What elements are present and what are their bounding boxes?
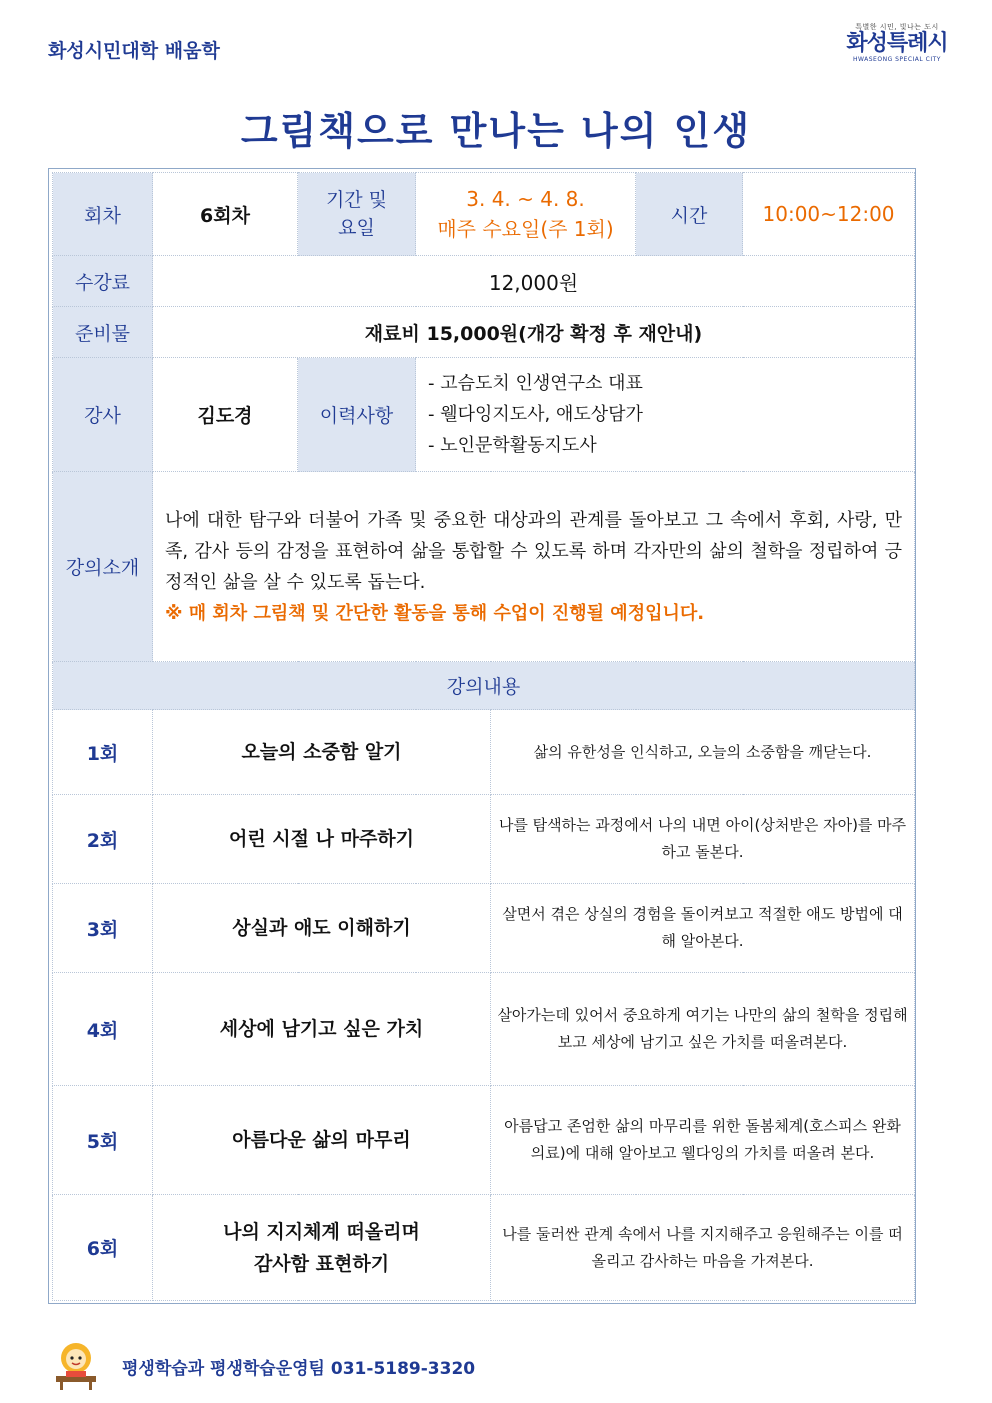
- lesson-number: 5회: [53, 1086, 153, 1195]
- time-label: 시간: [636, 173, 743, 256]
- supplies-value: 재료비 15,000원(개강 확정 후 재안내): [153, 307, 915, 358]
- lesson-description: 아름답고 존엄한 삶의 마무리를 위한 돌봄체계(호스피스 완화의료)에 대해 알아보고 웰다잉의 가치를 떠올려 본다.: [491, 1086, 915, 1195]
- logo-slogan: 특별한 시민, 빛나는 도시: [855, 23, 939, 31]
- period-label-text: 기간 및 요일: [325, 189, 388, 239]
- lesson-description: 살면서 겪은 상실의 경험을 돌이켜보고 적절한 애도 방법에 대해 알아본다.: [491, 884, 915, 973]
- page-title: 그림책으로 만나는 나의 인생: [240, 109, 752, 153]
- lesson-number: 1회: [53, 710, 153, 795]
- career-item: - 노인문학활동지도사: [428, 435, 597, 456]
- lesson-number: 2회: [53, 795, 153, 884]
- lesson-row: [53, 1086, 915, 1195]
- intro-label: 강의소개: [53, 472, 153, 662]
- lesson-row: [53, 1195, 915, 1301]
- lesson-description: 삶의 유한성을 인식하고, 오늘의 소중함을 깨닫는다.: [491, 710, 915, 795]
- lesson-title: 오늘의 소중함 알기: [153, 710, 491, 795]
- lesson-number: 6회: [53, 1195, 153, 1301]
- lesson-row: [53, 710, 915, 795]
- instructor-label: 강사: [53, 358, 153, 472]
- lesson-title: 상실과 애도 이해하기: [153, 884, 491, 973]
- lesson-title: 아름다운 삶의 마무리: [153, 1086, 491, 1195]
- fee-row: [53, 256, 915, 307]
- lesson-description: 나를 둘러싼 관계 속에서 나를 지지해주고 응원해주는 이를 떠올리고 감사하는 마음을 가져본다.: [491, 1195, 915, 1301]
- course-table: [48, 168, 916, 1304]
- period-dates: 3. 4. ~ 4. 8.: [466, 187, 585, 211]
- period-value: [416, 173, 636, 256]
- content-heading: 강의내용: [53, 662, 915, 710]
- instructor-row: [53, 358, 915, 472]
- lesson-number: 3회: [53, 884, 153, 973]
- footer: [52, 1338, 552, 1390]
- content-heading-row: [53, 662, 915, 710]
- intro-row: [53, 472, 915, 662]
- footer-contact: 평생학습과 평생학습운영팀 031-5189-3320: [122, 1359, 476, 1379]
- career-item: - 고슴도치 인생연구소 대표: [428, 373, 643, 394]
- session-label: 회차: [53, 173, 153, 256]
- lesson-title: 세상에 남기고 싶은 가치: [153, 973, 491, 1086]
- lesson-row: [53, 884, 915, 973]
- lesson-description: 나를 탐색하는 과정에서 나의 내면 아이(상처받은 자아)를 마주하고 돌본다.: [491, 795, 915, 884]
- logo-subtitle: HWASEONG SPECIAL CITY: [853, 56, 941, 63]
- time-value: 10:00~12:00: [743, 173, 915, 256]
- org-name: 화성시민대학 배움학: [48, 40, 220, 62]
- lesson-title: 어린 시절 나 마주하기: [153, 795, 491, 884]
- career-label: 이력사항: [298, 358, 416, 472]
- instructor-name: 김도경: [153, 358, 298, 472]
- lesson-row: [53, 795, 915, 884]
- intro-body: 나에 대한 탐구와 더불어 가족 및 중요한 대상과의 관계를 돌아보고 그 속에서 후회, 사랑, 만족, 감사 등의 감정을 표현하여 삶을 통합할 수 있도록 하며 각자만의 삶의 철학을 정립하여 긍정적인 삶을 살 수 있도록 돕는다.: [165, 509, 903, 593]
- session-row: [53, 173, 915, 256]
- logo-wordmark: 화성특례시: [846, 31, 948, 56]
- period-label: [298, 173, 416, 256]
- intro-note: ※ 매 회차 그림책 및 간단한 활동을 통해 수업이 진행될 예정입니다.: [165, 602, 705, 624]
- session-value: 6회차: [153, 173, 298, 256]
- fee-value: 12,000원: [153, 256, 915, 307]
- lesson-description: 살아가는데 있어서 중요하게 여기는 나만의 삶의 철학을 정립해보고 세상에 남기고 싶은 가치를 떠올려본다.: [491, 973, 915, 1086]
- period-days: 매주 수요일(주 1회): [437, 217, 614, 241]
- lesson-row: [53, 973, 915, 1086]
- career-item: - 웰다잉지도사, 애도상담가: [428, 404, 643, 425]
- lesson-number: 4회: [53, 973, 153, 1086]
- supplies-row: [53, 307, 915, 358]
- fee-label: 수강료: [53, 256, 153, 307]
- city-logo: [842, 22, 952, 70]
- career-list: [416, 358, 915, 472]
- supplies-label: 준비물: [53, 307, 153, 358]
- mascot-icon: [52, 1338, 100, 1390]
- lesson-title: 나의 지지체계 떠올리며 감사함 표현하기: [153, 1195, 491, 1301]
- intro-cell: [153, 472, 915, 662]
